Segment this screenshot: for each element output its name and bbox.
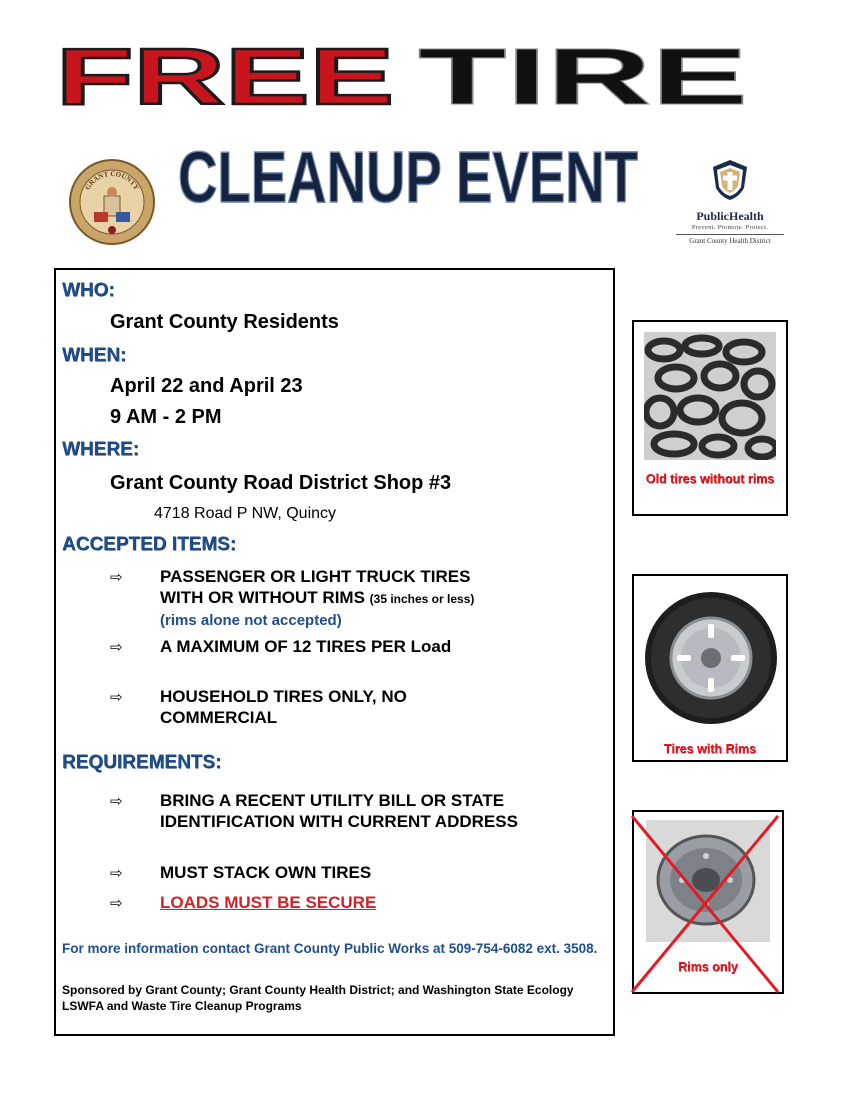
photo-old-tires	[632, 320, 788, 516]
accepted-label: ACCEPTED ITEMS:	[62, 534, 237, 555]
where-label: WHERE:	[62, 439, 140, 460]
shield-icon	[710, 158, 750, 202]
public-health-name: PublicHealth	[696, 209, 764, 223]
requirement-item-3: LOADS MUST BE SECURE	[160, 893, 377, 912]
public-health-divider	[676, 234, 784, 235]
accepted-item-3: HOUSEHOLD TIRES ONLY, NO COMMERCIAL	[160, 687, 407, 727]
arrow-bullet-icon: ⇨	[110, 639, 123, 656]
seal-text: GRANT COUNTY	[83, 169, 141, 192]
arrow-bullet-icon: ⇨	[110, 689, 123, 706]
photo-tires-with-rims-caption: Tires with Rims	[663, 742, 757, 756]
sponsor-info: Sponsored by Grant County; Grant County Health District; and Washington State Ecology LSWFA and Waste Tire Cleanup Programs	[62, 983, 574, 1013]
photo-rims-only-caption: Rims only	[678, 960, 738, 974]
tire-with-rim-icon	[642, 582, 780, 736]
county-seal	[68, 158, 156, 246]
headline	[52, 30, 812, 140]
photo-rims-only	[632, 810, 784, 994]
who-value: Grant County Residents	[110, 311, 339, 333]
subtitle-svg	[175, 130, 645, 220]
requirement-item-1: BRING A RECENT UTILITY BILL OR STATE IDENTIFICATION WITH CURRENT ADDRESS	[160, 791, 518, 831]
title-tire: TIRE	[418, 32, 748, 121]
when-date: April 22 and April 23	[110, 375, 303, 397]
public-health-tagline: Prevent. Promote. Protect.	[691, 224, 769, 231]
public-health-district: Grant County Health District	[689, 237, 771, 245]
title-free: FREE	[56, 32, 394, 121]
arrow-bullet-icon: ⇨	[110, 895, 123, 912]
accepted-item-1-line-2-text: WITH OR WITHOUT RIMS	[160, 588, 365, 607]
accepted-item-1	[160, 566, 600, 631]
arrow-bullet-icon: ⇨	[110, 865, 123, 882]
where-location: Grant County Road District Shop #3	[110, 472, 452, 494]
contact-info: For more information contact Grant County Public Works at 509-754-6082 ext. 3508.	[62, 941, 598, 956]
tire-with-rim-image	[642, 582, 780, 736]
accepted-item-1-size: (35 inches or less)	[369, 592, 475, 606]
photo-tires-with-rims	[632, 574, 788, 762]
when-time: 9 AM - 2 PM	[110, 406, 222, 428]
tire-pile-icon	[644, 332, 776, 460]
accepted-item-1-note: (rims alone not accepted)	[160, 612, 342, 629]
accepted-item-1-line-1: PASSENGER OR LIGHT TRUCK TIRES	[160, 567, 471, 586]
county-seal-icon	[68, 158, 156, 246]
public-health-logo	[670, 158, 790, 254]
photo-old-tires-caption: Old tires without rims	[645, 472, 775, 486]
accepted-item-2: A MAXIMUM OF 12 TIRES PER Load	[160, 637, 452, 656]
subtitle	[175, 130, 645, 220]
requirements-label: REQUIREMENTS:	[62, 752, 222, 773]
event-details-box	[54, 268, 615, 1036]
arrow-bullet-icon: ⇨	[110, 569, 123, 586]
tire-pile-image	[644, 332, 776, 460]
accepted-item-1-line-2	[160, 587, 600, 610]
subtitle-text: CLEANUP EVENT	[178, 138, 639, 218]
when-label: WHEN:	[62, 345, 127, 366]
who-label: WHO:	[62, 280, 115, 301]
requirement-item-2: MUST STACK OWN TIRES	[160, 863, 372, 882]
arrow-bullet-icon: ⇨	[110, 793, 123, 810]
headline-svg	[52, 30, 812, 140]
where-address: 4718 Road P NW, Quincy	[154, 505, 337, 522]
